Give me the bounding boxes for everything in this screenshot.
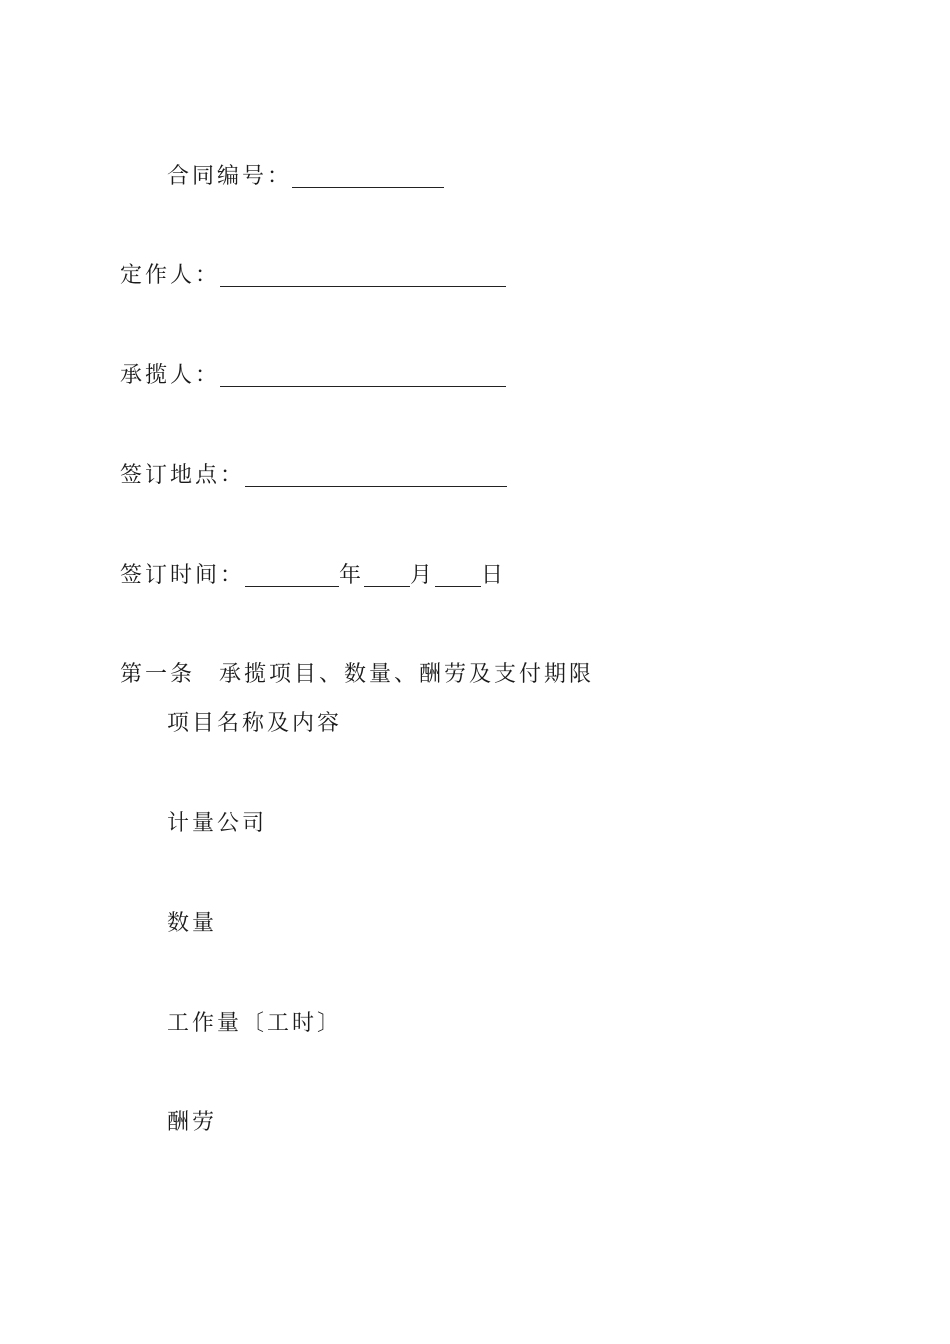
client-blank[interactable] [220,266,506,287]
article-1-number: 第一条 [120,662,196,687]
sign-place-blank[interactable] [245,466,507,487]
item-remuneration [167,1108,217,1138]
item-unit [167,809,267,839]
item-workload [167,1009,342,1039]
item-quantity [167,909,217,939]
sign-month-blank[interactable] [364,566,410,587]
sign-month-unit: 月 [410,563,436,588]
sign-place-row [120,461,507,491]
sign-time-row [120,561,506,591]
contract-number-row [167,162,444,192]
item-workload-label: 工作量〔工时〕 [167,1011,343,1036]
contract-number-label: 合同编号： [167,164,293,189]
contract-number-blank[interactable] [292,167,444,188]
sign-time-label: 签订时间： [120,563,246,588]
item-remuneration-label: 酬劳 [167,1110,218,1135]
sign-year-unit: 年 [339,563,365,588]
item-quantity-label: 数量 [167,911,218,936]
client-label: 定作人： [120,263,221,288]
sign-place-label: 签订地点： [120,463,246,488]
contractor-label: 承揽人： [120,363,221,388]
item-unit-label: 计量公司 [167,811,268,836]
item-name-content-label: 项目名称及内容 [167,711,343,736]
contractor-blank[interactable] [220,366,506,387]
sign-day-blank[interactable] [435,566,481,587]
sign-day-unit: 日 [481,563,507,588]
contractor-row [120,361,506,391]
article-1-heading [120,660,594,690]
sign-year-blank[interactable] [245,566,339,587]
item-name-content [167,709,342,739]
client-row [120,261,506,291]
article-1-title: 承揽项目、数量、酬劳及支付期限 [219,662,595,687]
